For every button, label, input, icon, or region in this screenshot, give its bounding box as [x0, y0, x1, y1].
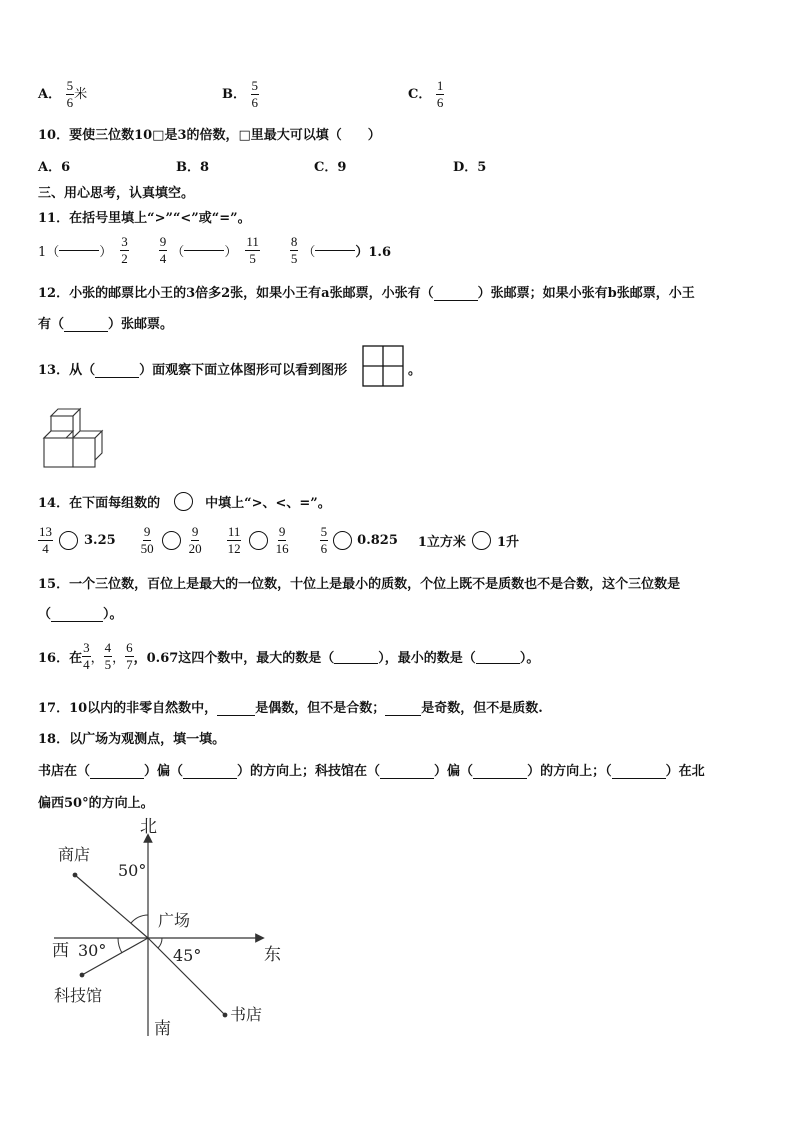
- west-label: 西: [52, 941, 69, 961]
- center-label: 广场: [158, 911, 191, 930]
- section-heading: 三、用心思考，认真填空。: [38, 186, 195, 201]
- north-label: 北: [140, 817, 157, 837]
- question-17: 17．10以内的非零自然数中， 是偶数，但不是合数； 是奇数，但不是质数.: [38, 701, 543, 716]
- question-15-line2: （ ）。: [38, 607, 123, 622]
- question-18-line1: 书店在（ ）偏（ ）的方向上；科技馆在（ ）偏（ ）的方向上；（ ）在北: [38, 764, 705, 779]
- question-12-line1: 12．小张的邮票比小王的3倍多2张，如果小王有a张邮票，小张有（ ）张邮票；如果小张有b张邮票，小王: [38, 286, 695, 301]
- q10-option-d: D．5: [453, 160, 487, 175]
- question-13: 13．从（ ）面观察下面立体图形可以看到图形: [38, 363, 348, 378]
- q13-grid-figure: [362, 345, 404, 387]
- south-label: 南: [154, 1019, 171, 1039]
- q10-option-c: C．9: [314, 160, 347, 175]
- question-18-line2: 偏西50°的方向上。: [38, 796, 154, 811]
- question-10: 10．要使三位数10□是3的倍数，□里最大可以填（ ）: [38, 128, 381, 143]
- shop-ray: [75, 875, 148, 938]
- q13-cube-figure: [40, 404, 112, 470]
- question-11: 11．在括号里填上“>”“<”或“=”。: [38, 211, 251, 226]
- q10-option-b: B．8: [176, 160, 210, 175]
- question-12-line2: 有（ ）张邮票。: [38, 317, 174, 332]
- q11-items: 1（ ） 3 2 9 4 （ ） 11 5 8 5 （ ）1.6: [38, 234, 391, 266]
- q9-option-c: C． $\frac{1}{6}$: [408, 78, 444, 110]
- q9-option-a: A． $\frac{5}{6}$ 米: [38, 78, 88, 110]
- angle-shop-label: 50°: [118, 861, 147, 880]
- angle-book-label: 45°: [173, 946, 202, 965]
- q9-option-b: B． $\frac{5}{6}$: [222, 78, 259, 110]
- east-label: 东: [264, 945, 281, 965]
- question-14: 14．在下面每组数的 中填上“>、<、=”。: [38, 492, 331, 511]
- q10-option-a: A．6: [38, 160, 71, 175]
- angle-museum-label: 30°: [78, 941, 107, 960]
- q13-end: 。: [408, 363, 422, 378]
- question-18-title: 18．以广场为观测点，填一填。: [38, 732, 226, 747]
- question-15-line1: 15．一个三位数，百位上是最大的一位数，十位上是最小的质数，个位上既不是质数也不是合数，这个三位数是: [38, 577, 681, 592]
- shop-label: 商店: [58, 845, 91, 864]
- direction-diagram: [40, 812, 300, 1044]
- q14-items: 13 4 3.25 9 50 9 20 11 12 9 16 5 6 0.825 1立方米 1升: [39, 524, 519, 556]
- museum-label: 科技馆: [54, 986, 103, 1005]
- question-16: 16．在 3 4 ， 4 5 ， 6 7 ，0.67这四个数中，最大的数是（ ），最小的数是（ ）。: [38, 640, 540, 672]
- bookstore-label: 书店: [230, 1005, 263, 1024]
